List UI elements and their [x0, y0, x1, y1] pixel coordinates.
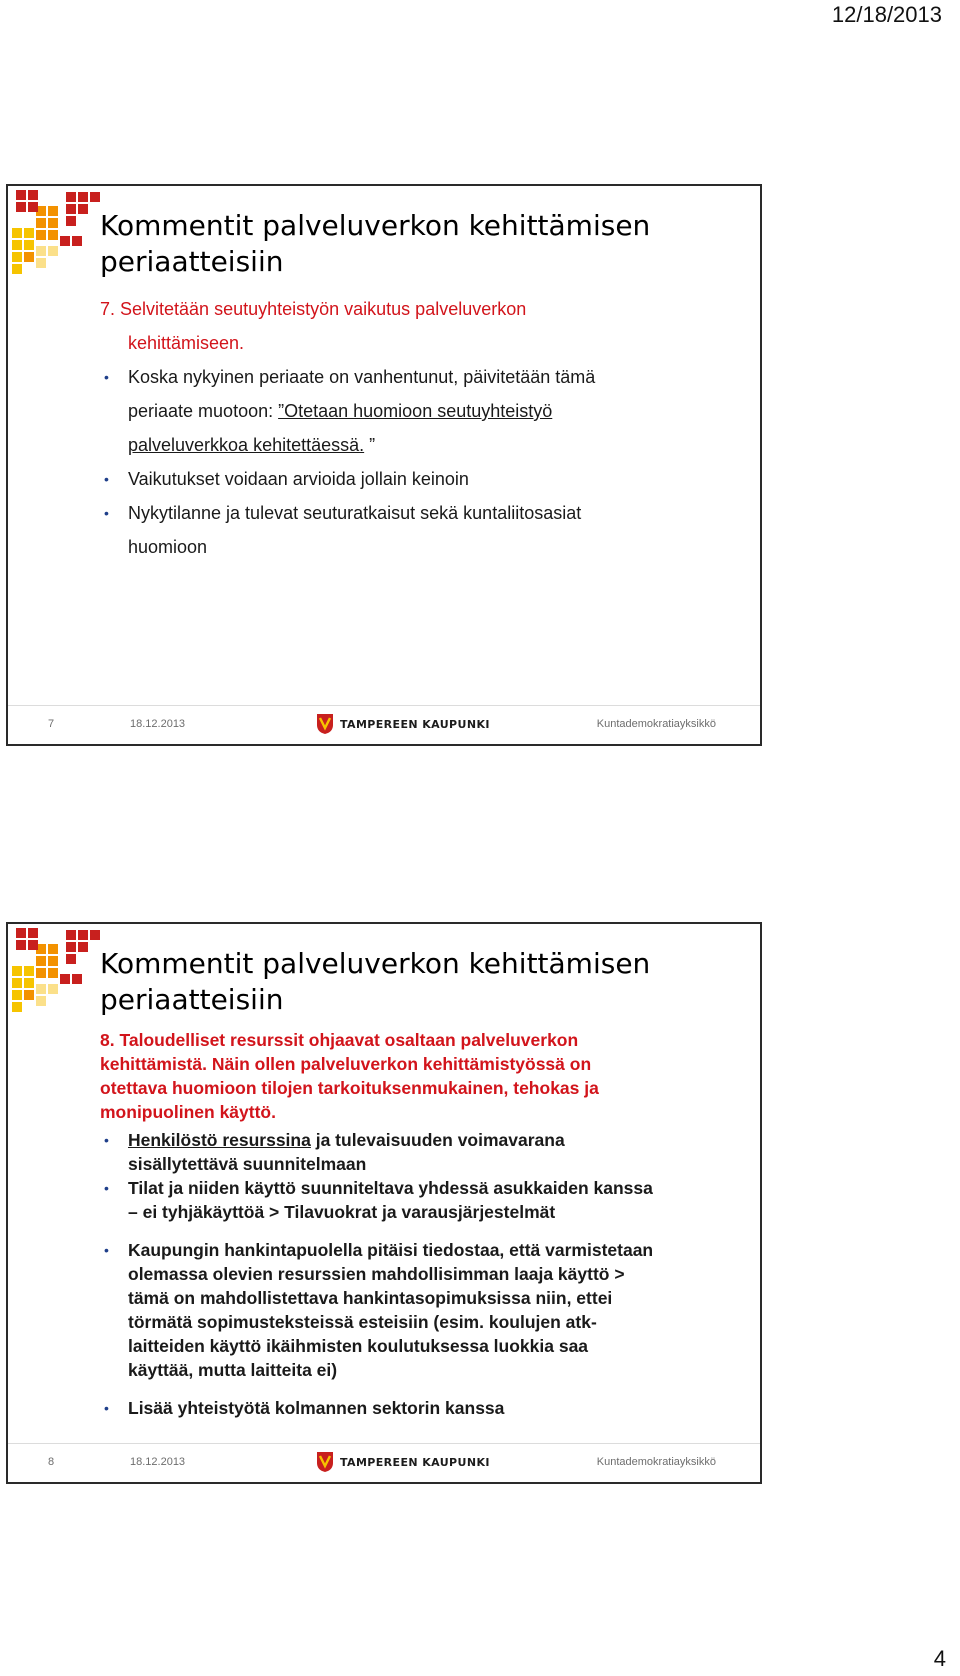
city-name: TAMPEREEN KAUPUNKI — [340, 1455, 490, 1469]
coat-of-arms-icon — [316, 1451, 334, 1473]
list-item — [100, 1396, 746, 1420]
slide-8 — [6, 922, 762, 1484]
list-item-text: Koska nykyinen periaate on vanhentunut, päivitetään tämä — [128, 367, 596, 387]
lead-text — [100, 1028, 746, 1124]
list-item-text: ja tulevaisuuden voimavarana — [310, 1130, 565, 1150]
underlined-text: Henkilöstö resurssina — [128, 1130, 311, 1150]
footer-date: 18.12.2013 — [130, 718, 186, 730]
list-item-text: tämä on mahdollistettava hankintasopimuksissa niin, ettei — [128, 1288, 613, 1308]
list-item-text: Nykytilanne ja tulevat seuturatkaisut sekä kuntaliitosasiat — [128, 503, 582, 523]
page-number: 4 — [933, 1646, 946, 1671]
slide-title-line: periaatteisiin — [100, 245, 284, 278]
bullet-list — [100, 360, 746, 564]
slide-content — [100, 1028, 746, 1420]
lead-line: kehittämistä. Näin ollen palveluverkon kehittämistyössä on — [100, 1054, 592, 1074]
slide-7 — [6, 184, 762, 746]
lead-line: 8. Taloudelliset resurssit ohjaavat osaltaan palveluverkon — [100, 1030, 579, 1050]
underlined-text: ”Otetaan huomioon seutuyhteistyö — [278, 401, 553, 421]
bullet-icon: • — [104, 505, 109, 521]
slide-number: 8 — [48, 1456, 55, 1468]
city-name: TAMPEREEN KAUPUNKI — [340, 717, 490, 731]
bullet-icon: • — [104, 1400, 109, 1416]
slide-footer — [8, 705, 760, 744]
list-item-text: Kaupungin hankintapuolella pitäisi tiedostaa, että varmistetaan — [128, 1240, 654, 1260]
footer-date: 18.12.2013 — [130, 1456, 186, 1468]
list-item-text: – ei tyhjäkäyttöä > Tilavuokrat ja varausjärjestelmät — [128, 1202, 556, 1222]
list-item-text: laitteiden käyttö ikäihmisten koulutuksessa luokkia saa — [128, 1336, 589, 1356]
list-item — [100, 462, 746, 496]
lead-line: otettava huomioon tilojen tarkoituksenmukainen, tehokas ja — [100, 1078, 599, 1098]
slide-content — [100, 292, 746, 564]
list-item-text: huomioon — [128, 537, 208, 557]
lead-line: 7. Selvitetään seutuyhteistyön vaikutus palveluverkon — [100, 299, 527, 319]
list-item-text: sisällytettävä suunnitelmaan — [128, 1154, 367, 1174]
list-item — [100, 1128, 746, 1176]
list-item-text: törmätä sopimusteksteissä esteisiin (esim. koulujen atk- — [128, 1312, 597, 1332]
bullet-list — [100, 1128, 746, 1420]
slide-title-line: Kommentit palveluverkon kehittämisen — [100, 209, 651, 242]
bullet-icon: • — [104, 1132, 109, 1148]
lead-text — [100, 292, 746, 360]
tampere-pattern-logo-icon — [8, 924, 112, 1024]
bullet-icon: • — [104, 471, 109, 487]
footer-unit: Kuntademokratiayksikkö — [596, 718, 716, 730]
list-item — [100, 1176, 746, 1224]
bullet-icon: • — [104, 1180, 109, 1196]
bullet-icon: • — [104, 1242, 109, 1258]
list-item-text: Vaikutukset voidaan arvioida jollain keinoin — [128, 469, 469, 489]
list-item-text: Lisää yhteistyötä kolmannen sektorin kanssa — [128, 1398, 505, 1418]
tampere-pattern-logo-icon — [8, 186, 112, 286]
list-item — [100, 1238, 746, 1382]
list-item-text: olemassa olevien resurssien mahdollisimman laaja käyttö > — [128, 1264, 625, 1284]
lead-line: kehittämiseen. — [128, 333, 245, 353]
slide-title — [100, 208, 650, 280]
slide-number: 7 — [48, 718, 55, 730]
list-item-text: ” — [364, 435, 376, 455]
slide-title-line: periaatteisiin — [100, 983, 284, 1016]
list-item-text: periaate muotoon: — [128, 401, 279, 421]
slide-title-line: Kommentit palveluverkon kehittämisen — [100, 947, 651, 980]
underlined-text: palveluverkkoa kehitettäessä. — [128, 435, 365, 455]
lead-line: monipuolinen käyttö. — [100, 1102, 276, 1122]
city-logo — [316, 712, 490, 736]
slide-footer — [8, 1443, 760, 1482]
list-item-text: Tilat ja niiden käyttö suunniteltava yhdessä asukkaiden kanssa — [128, 1178, 653, 1198]
list-item-text: käyttää, mutta laitteita ei) — [128, 1360, 338, 1380]
page-date: 12/18/2013 — [831, 2, 942, 27]
slide-title — [100, 946, 650, 1018]
list-item — [100, 496, 746, 564]
footer-unit: Kuntademokratiayksikkö — [596, 1456, 716, 1468]
bullet-icon: • — [104, 369, 109, 385]
coat-of-arms-icon — [316, 713, 334, 735]
list-item — [100, 360, 746, 462]
city-logo — [316, 1450, 490, 1474]
